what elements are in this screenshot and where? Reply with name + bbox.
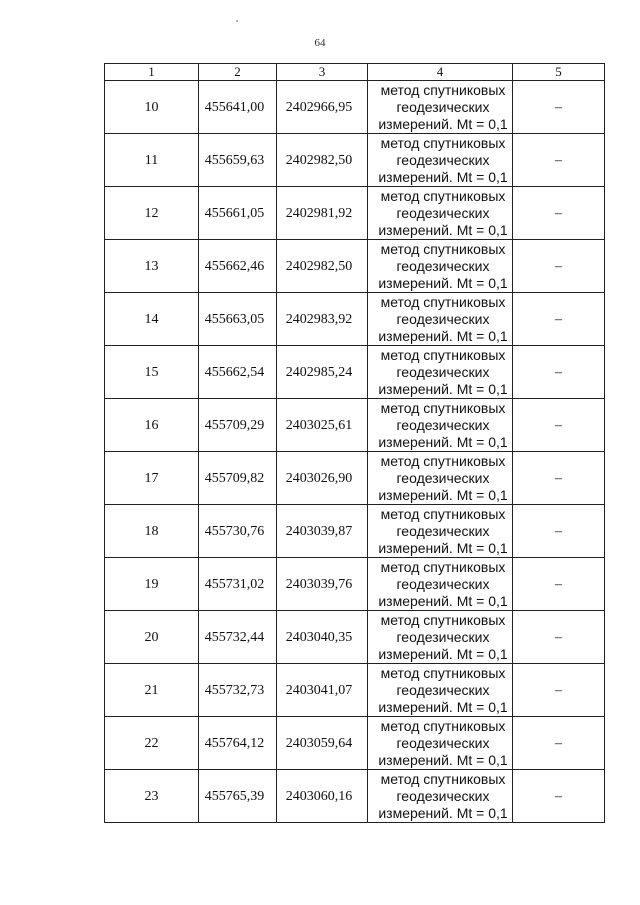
x-coordinate-cell: 455765,39 <box>199 770 277 823</box>
x-coordinate-cell: 455732,73 <box>199 664 277 717</box>
method-line: геодезических <box>396 98 490 115</box>
table-row <box>105 346 605 399</box>
method-line: геодезических <box>396 310 490 327</box>
method-line: геодезических <box>396 469 490 486</box>
method-line: геодезических <box>396 151 490 168</box>
table-row <box>105 505 605 558</box>
point-number-cell: 11 <box>105 134 199 187</box>
table-body <box>105 64 605 823</box>
method-line: метод спутниковых <box>380 611 506 628</box>
method-line: метод спутниковых <box>380 346 506 363</box>
method-cell <box>368 81 513 134</box>
x-coordinate-cell: 455731,02 <box>199 558 277 611</box>
point-number-cell: 22 <box>105 717 199 770</box>
method-line: геодезических <box>396 257 490 274</box>
table-row <box>105 81 605 134</box>
method-line: метод спутниковых <box>380 240 506 257</box>
y-coordinate-cell: 2403060,16 <box>277 770 368 823</box>
method-line: метод спутниковых <box>380 399 506 416</box>
method-cell <box>368 346 513 399</box>
method-cell <box>368 611 513 664</box>
point-number-cell: 23 <box>105 770 199 823</box>
column-5-cell: – <box>513 664 605 717</box>
method-line: метод спутниковых <box>380 770 506 787</box>
method-line: метод спутниковых <box>380 452 506 469</box>
method-line: геодезических <box>396 575 490 592</box>
y-coordinate-cell: 2403041,07 <box>277 664 368 717</box>
method-line: геодезических <box>396 734 490 751</box>
table-row <box>105 611 605 664</box>
x-coordinate-cell: 455730,76 <box>199 505 277 558</box>
method-cell <box>368 187 513 240</box>
method-cell <box>368 134 513 187</box>
column-5-cell: – <box>513 134 605 187</box>
method-line: измерений. Mt = 0,1 <box>378 539 508 556</box>
column-5-cell: – <box>513 717 605 770</box>
page-number: 64 <box>314 37 326 49</box>
method-line: метод спутниковых <box>380 81 506 98</box>
method-line: геодезических <box>396 681 490 698</box>
method-line: метод спутниковых <box>380 505 506 522</box>
method-cell <box>368 558 513 611</box>
table-row <box>105 399 605 452</box>
method-cell <box>368 452 513 505</box>
point-number-cell: 18 <box>105 505 199 558</box>
point-number-cell: 10 <box>105 81 199 134</box>
method-line: измерений. Mt = 0,1 <box>378 327 508 344</box>
method-line: измерений. Mt = 0,1 <box>378 698 508 715</box>
column-5-cell: – <box>513 558 605 611</box>
table-row <box>105 134 605 187</box>
x-coordinate-cell: 455662,54 <box>199 346 277 399</box>
point-number-cell: 12 <box>105 187 199 240</box>
point-number-cell: 13 <box>105 240 199 293</box>
method-cell <box>368 240 513 293</box>
x-coordinate-cell: 455764,12 <box>199 717 277 770</box>
method-line: измерений. Mt = 0,1 <box>378 592 508 609</box>
method-line: метод спутниковых <box>380 717 506 734</box>
table-header-row <box>105 64 605 81</box>
y-coordinate-cell: 2402982,50 <box>277 240 368 293</box>
y-coordinate-cell: 2402981,92 <box>277 187 368 240</box>
header-cell-1: 1 <box>105 64 199 81</box>
method-line: метод спутниковых <box>380 664 506 681</box>
x-coordinate-cell: 455662,46 <box>199 240 277 293</box>
table-row <box>105 717 605 770</box>
column-5-cell: – <box>513 187 605 240</box>
method-line: измерений. Mt = 0,1 <box>378 168 508 185</box>
method-line: метод спутниковых <box>380 558 506 575</box>
y-coordinate-cell: 2402985,24 <box>277 346 368 399</box>
header-cell-4: 4 <box>368 64 513 81</box>
method-line: метод спутниковых <box>380 293 506 310</box>
y-coordinate-cell: 2403059,64 <box>277 717 368 770</box>
column-5-cell: – <box>513 505 605 558</box>
x-coordinate-cell: 455709,29 <box>199 399 277 452</box>
method-cell <box>368 399 513 452</box>
method-cell <box>368 505 513 558</box>
column-5-cell: – <box>513 399 605 452</box>
x-coordinate-cell: 455732,44 <box>199 611 277 664</box>
method-line: измерений. Mt = 0,1 <box>378 115 508 132</box>
coordinates-table <box>104 63 605 823</box>
method-line: измерений. Mt = 0,1 <box>378 751 508 768</box>
column-5-cell: – <box>513 240 605 293</box>
y-coordinate-cell: 2402982,50 <box>277 134 368 187</box>
header-cell-5: 5 <box>513 64 605 81</box>
y-coordinate-cell: 2403039,87 <box>277 505 368 558</box>
y-coordinate-cell: 2403025,61 <box>277 399 368 452</box>
method-line: измерений. Mt = 0,1 <box>378 433 508 450</box>
method-cell <box>368 664 513 717</box>
table-row <box>105 293 605 346</box>
column-5-cell: – <box>513 81 605 134</box>
x-coordinate-cell: 455709,82 <box>199 452 277 505</box>
method-cell <box>368 717 513 770</box>
method-line: геодезических <box>396 787 490 804</box>
method-line: геодезических <box>396 628 490 645</box>
y-coordinate-cell: 2403026,90 <box>277 452 368 505</box>
method-line: измерений. Mt = 0,1 <box>378 380 508 397</box>
column-5-cell: – <box>513 452 605 505</box>
point-number-cell: 20 <box>105 611 199 664</box>
x-coordinate-cell: 455663,05 <box>199 293 277 346</box>
column-5-cell: – <box>513 293 605 346</box>
x-coordinate-cell: 455661,05 <box>199 187 277 240</box>
method-line: метод спутниковых <box>380 187 506 204</box>
table-row <box>105 664 605 717</box>
point-number-cell: 15 <box>105 346 199 399</box>
table-row <box>105 558 605 611</box>
method-cell <box>368 293 513 346</box>
y-coordinate-cell: 2402983,92 <box>277 293 368 346</box>
method-line: измерений. Mt = 0,1 <box>378 486 508 503</box>
y-coordinate-cell: 2403039,76 <box>277 558 368 611</box>
method-line: геодезических <box>396 204 490 221</box>
point-number-cell: 16 <box>105 399 199 452</box>
header-cell-2: 2 <box>199 64 277 81</box>
column-5-cell: – <box>513 770 605 823</box>
column-5-cell: – <box>513 611 605 664</box>
point-number-cell: 17 <box>105 452 199 505</box>
x-coordinate-cell: 455641,00 <box>199 81 277 134</box>
method-line: геодезических <box>396 416 490 433</box>
method-line: измерений. Mt = 0,1 <box>378 645 508 662</box>
method-line: геодезических <box>396 363 490 380</box>
header-cell-3: 3 <box>277 64 368 81</box>
x-coordinate-cell: 455659,63 <box>199 134 277 187</box>
method-line: измерений. Mt = 0,1 <box>378 274 508 291</box>
table-row <box>105 452 605 505</box>
y-coordinate-cell: 2402966,95 <box>277 81 368 134</box>
y-coordinate-cell: 2403040,35 <box>277 611 368 664</box>
method-cell <box>368 770 513 823</box>
method-line: измерений. Mt = 0,1 <box>378 804 508 821</box>
table-row <box>105 240 605 293</box>
point-number-cell: 14 <box>105 293 199 346</box>
method-line: геодезических <box>396 522 490 539</box>
method-line: измерений. Mt = 0,1 <box>378 221 508 238</box>
point-number-cell: 21 <box>105 664 199 717</box>
scan-speck <box>236 20 238 22</box>
table-row <box>105 187 605 240</box>
method-line: метод спутниковых <box>380 134 506 151</box>
table-row <box>105 770 605 823</box>
column-5-cell: – <box>513 346 605 399</box>
point-number-cell: 19 <box>105 558 199 611</box>
